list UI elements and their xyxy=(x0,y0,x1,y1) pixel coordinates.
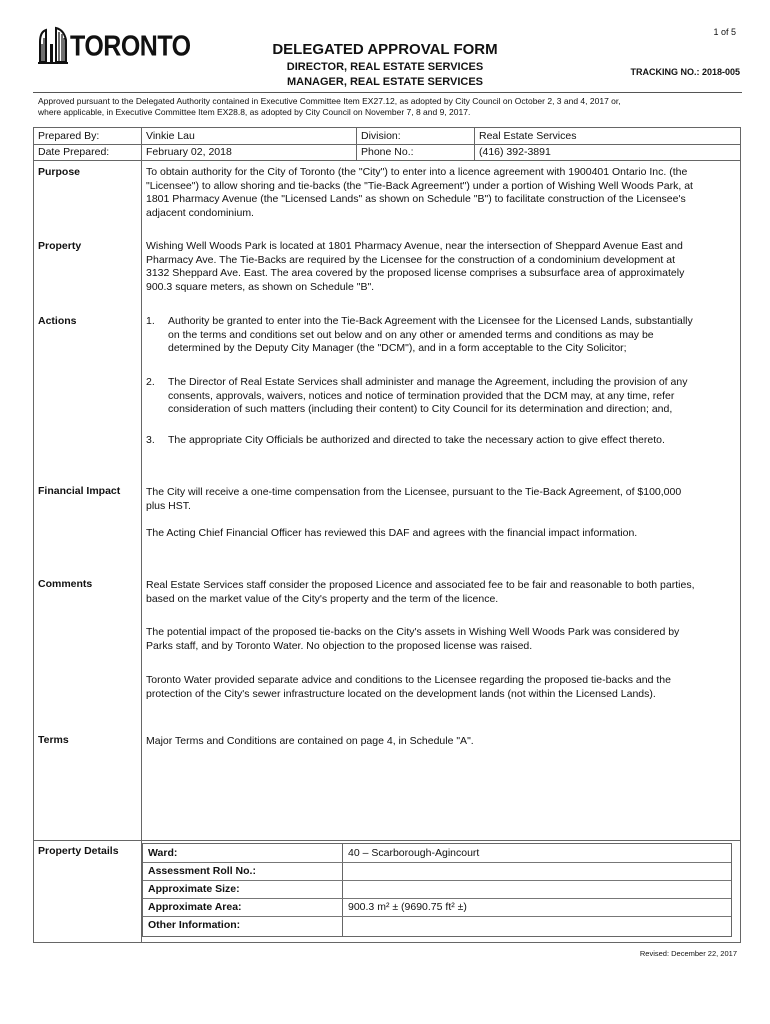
purpose-line: To obtain authority for the City of Toronto (the "City") to enter into a licence agreement with 1900401 Ontario Inc. (the xyxy=(146,166,688,178)
action-line: The Director of Real Estate Services shall administer and manage the Agreement, including the provision of any xyxy=(168,376,688,388)
action-number: 2. xyxy=(146,376,155,388)
purpose-line: adjacent condominium. xyxy=(146,206,254,219)
approximate-size-label: Approximate Size: xyxy=(148,883,240,895)
date-prepared-value: February 02, 2018 xyxy=(146,146,232,158)
phone-label: Phone No.: xyxy=(361,146,414,158)
toronto-logo xyxy=(38,24,191,66)
purpose-label: Purpose xyxy=(38,166,81,178)
prepared-by-label: Prepared By: xyxy=(38,130,100,142)
action-item-3 xyxy=(168,434,743,448)
property-label: Property xyxy=(38,240,82,252)
action-line: Authority be granted to enter into the Tie-Back Agreement with the Licensee for the Licensed Lands, substantially xyxy=(168,315,693,327)
approval-note xyxy=(38,96,738,118)
financial-line: The City will receive a one-time compensation from the Licensee, pursuant to the Tie-Back Agreement, of $100,000 xyxy=(146,486,682,498)
action-number: 1. xyxy=(146,315,155,327)
subtitle-manager: MANAGER, REAL ESTATE SERVICES xyxy=(287,76,483,88)
property-details-row-divider xyxy=(143,898,731,899)
financial-line: plus HST. xyxy=(146,499,191,512)
terms-bottom-divider xyxy=(34,840,740,841)
approximate-area-label: Approximate Area: xyxy=(148,901,242,913)
purpose-line: "Licensee") to allow shoring and tie-backs (the "Tie-Back Agreement") under a portion of Wishing Well Woods Park, at xyxy=(146,179,693,192)
header-divider xyxy=(33,92,742,93)
approval-note-line: Approved pursuant to the Delegated Authority contained in Executive Committee Item EX27.12, as adopted by City Council on October 2, 3 and 4, 2017 or, xyxy=(38,96,621,106)
actions-label: Actions xyxy=(38,315,77,327)
comments-line: The potential impact of the proposed tie-backs on the City's assets in Wishing Well Woods Park was considered by xyxy=(146,626,680,638)
property-details-row-divider xyxy=(143,862,731,863)
property-line: 3132 Sheppard Ave. East. The area covered by the proposed license comprises a subsurface area of approximately xyxy=(146,267,685,279)
purpose-line: 1801 Pharmacy Avenue (the "Licensed Lands" as shown on Schedule "B") to facilitate construction of the Licensee's xyxy=(146,193,686,205)
ward-label: Ward: xyxy=(148,847,178,859)
comments-p2 xyxy=(146,626,741,653)
financial-impact-label: Financial Impact xyxy=(38,485,121,497)
revised-date: Revised: December 22, 2017 xyxy=(639,949,737,958)
property-details-label: Property Details xyxy=(38,845,119,857)
terms-text: Major Terms and Conditions are contained on page 4, in Schedule "A". xyxy=(146,735,474,747)
subtitle-director: DIRECTOR, REAL ESTATE SERVICES xyxy=(286,61,484,73)
action-line: The appropriate City Officials be authorized and directed to take the necessary action to give effect thereto. xyxy=(168,434,665,446)
comments-p3 xyxy=(146,674,741,701)
property-details-table xyxy=(142,843,732,937)
comments-line: based on the market value of the City's property and the term of the licence. xyxy=(146,592,499,605)
label-column-divider xyxy=(141,128,142,942)
tracking-number: TRACKING NO.: 2018-005 xyxy=(630,67,740,77)
phone-value: (416) 392-3891 xyxy=(479,146,551,158)
action-item-1 xyxy=(168,315,743,356)
property-line: Pharmacy Ave. The Tie-Backs are required by the Licensee for the construction of a condominium development at xyxy=(146,253,675,266)
comments-line: Parks staff, and by Toronto Water. No objection to the proposed license was raised. xyxy=(146,639,533,652)
action-item-2 xyxy=(168,376,743,417)
comments-line: Real Estate Services staff consider the proposed Licence and associated fee to be fair and reasonable to both parties, xyxy=(146,579,695,591)
assessment-roll-label: Assessment Roll No.: xyxy=(148,865,256,877)
form-body xyxy=(33,127,741,943)
division-value: Real Estate Services xyxy=(479,130,577,142)
action-line: determined by the Deputy City Manager (the "DCM"), and in a form acceptable to the City Solicitor; xyxy=(168,342,627,354)
logo-wordmark: TORONTO xyxy=(70,30,191,63)
action-number: 3. xyxy=(146,434,155,446)
comments-line: protection of the City's sewer infrastructure located on the development lands (not within the Licensed Lands). xyxy=(146,687,656,700)
division-label: Division: xyxy=(361,130,401,142)
property-details-row-divider xyxy=(143,916,731,917)
info-bottom-divider xyxy=(34,160,740,161)
ward-value: 40 – Scarborough-Agincourt xyxy=(348,847,480,859)
city-hall-icon xyxy=(38,24,68,64)
comments-p1 xyxy=(146,579,741,606)
approximate-area-value: 900.3 m² ± (9690.75 ft² ±) xyxy=(348,901,467,913)
action-line: on the terms and conditions set out below and on any other or amended terms and conditions as may be xyxy=(168,328,654,341)
approval-note-line: where applicable, in Executive Committee Item EX28.8, as adopted by City Council on November 7, 8 and 9, 2017. xyxy=(38,107,471,117)
action-line: consents, approvals, waivers, notices and notice of termination provided that the DCM may, at any time, refer xyxy=(168,389,675,402)
comments-line: Toronto Water provided separate advice and conditions to the Licensee regarding the proposed tie-backs and the xyxy=(146,674,671,686)
action-line: consideration of such matters (including their content) to City Council for its determination and direction; and, xyxy=(168,403,673,415)
comments-label: Comments xyxy=(38,578,93,590)
financial-impact-p1 xyxy=(146,486,741,513)
property-details-row-divider xyxy=(143,880,731,881)
date-prepared-label: Date Prepared: xyxy=(38,146,110,158)
property-line: Wishing Well Woods Park is located at 1801 Pharmacy Avenue, near the intersection of Sheppard Avenue East and xyxy=(146,240,683,252)
financial-line: The Acting Chief Financial Officer has reviewed this DAF and agrees with the financial impact information. xyxy=(146,527,638,539)
other-information-label: Other Information: xyxy=(148,919,241,931)
prepared-by-value: Vinkie Lau xyxy=(146,130,195,142)
terms-label: Terms xyxy=(38,734,69,746)
financial-impact-p2 xyxy=(146,527,741,541)
purpose-text xyxy=(146,166,741,220)
property-details-column-divider xyxy=(342,844,343,936)
page-number: 1 of 5 xyxy=(713,27,736,37)
form-title: DELEGATED APPROVAL FORM xyxy=(272,41,498,58)
property-line: 900.3 square meters, as shown on Schedule "B". xyxy=(146,280,375,293)
property-text xyxy=(146,240,741,294)
